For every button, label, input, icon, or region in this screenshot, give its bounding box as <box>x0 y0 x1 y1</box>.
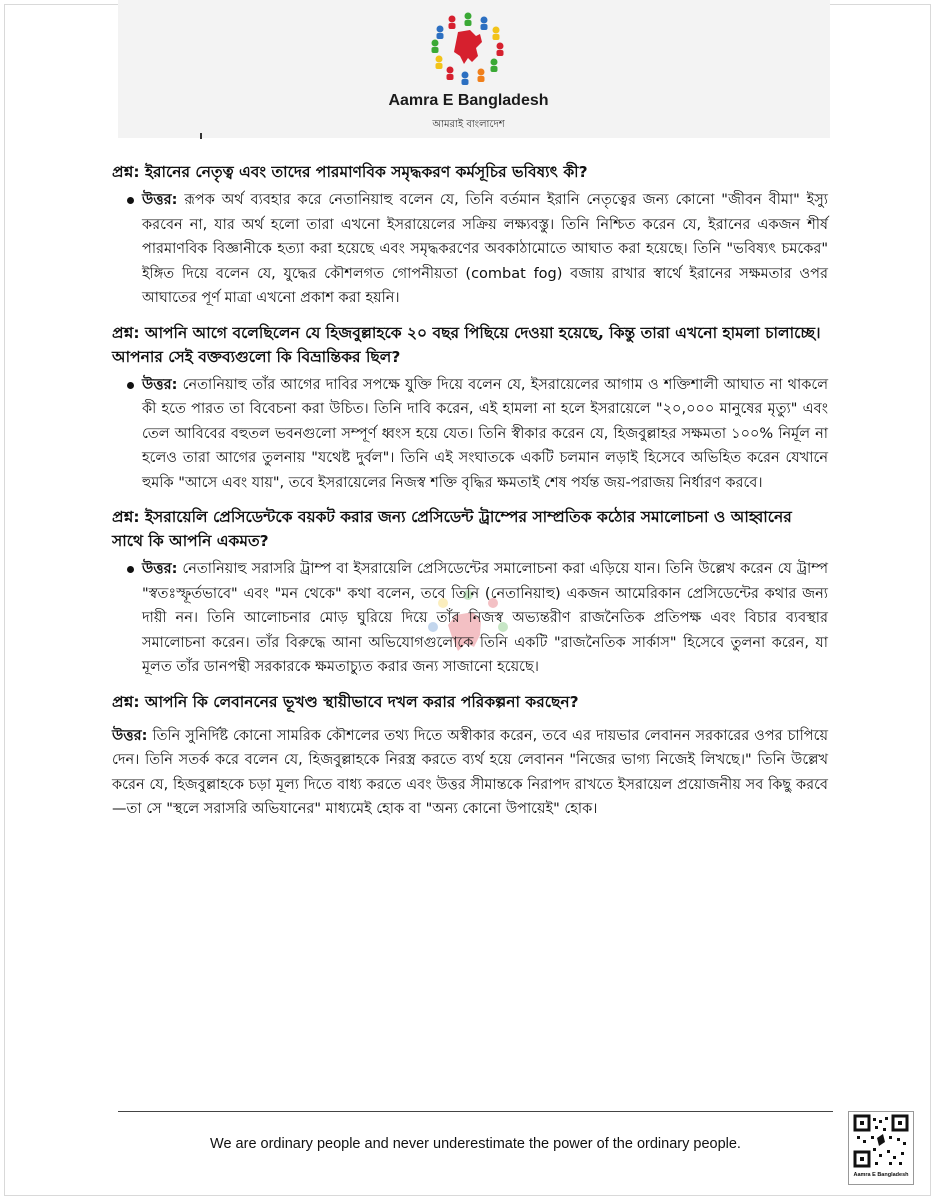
bullet-icon <box>127 566 134 573</box>
answer-list <box>112 188 828 311</box>
answer-list <box>112 373 828 496</box>
footer-tagline: We are ordinary people and never underestimate the power of the ordinary people. <box>210 1136 741 1152</box>
question-text: ইরানের নেতৃত্ব এবং তাদের পারমাণবিক সমৃদ্ধকরণ কর্মসূচির ভবিষ্যৎ কী? <box>144 163 588 181</box>
answer-item <box>142 557 828 680</box>
answer-text: রূপক অর্থ ব্যবহার করে নেতানিয়াহু বলেন যে, তিনি বর্তমান ইরানি নেতৃত্বের জন্য কোনো "জীবন বীমা" ইস্যু করবেন না, যার অর্থ হলো তারা এখনো ইসরায়েলের সক্রিয় লক্ষ্যবস্তু। তিনি নিশ্চিত করেন যে, ইরানের একজন শীর্ষ পারমাণবিক বিজ্ঞানীকে হত্যা করা হয়েছে এবং সমৃদ্ধকরণের অবকাঠামোতে আঘাত করা হয়েছে। তিনি "ভবিষ্যৎ চমকের" ইঙ্গিত দিয়ে বলেন যে, যুদ্ধের কৌশলগত গোপনীয়তা (combat fog) বজায় রাখার স্বার্থে ইরানের সক্ষমতার ওপর আঘাতের পূর্ণ মাত্রা এখনো প্রকাশ করা হয়নি। <box>142 192 829 306</box>
question <box>112 505 828 553</box>
org-name: Aamra E Bangladesh <box>388 92 549 109</box>
bullet-icon <box>127 197 134 204</box>
answer-label: উত্তর: <box>142 376 178 393</box>
bullet-icon <box>127 382 134 389</box>
answer-text: তিনি সুনির্দিষ্ট কোনো সামরিক কৌশলের তথ্য দিতে অস্বীকার করেন, তবে এর দায়ভার লেবানন সরকারের ওপর চাপিয়ে দেন। তিনি সতর্ক করে বলেন যে, হিজবুল্লাহকে নিরস্ত্র করতে ব্যর্থ হয়ে লেবানন "নিজের ভাগ্য নিজেই লিখছে।" তিনি উল্লেখ করেন যে, হিজবুল্লাহকে চড়া মূল্য দিতে বাধ্য করতে এবং উত্তর সীমান্তকে নিরাপদ রাখতে ইসরায়েল প্রয়োজনীয় সব কিছু করবে—তা সে "স্থলে সরাসরি অভিযানের" মাধ্যমেই হোক বা "অন্য কোনো উপায়েই" হোক। <box>112 727 829 817</box>
answer-text: নেতানিয়াহু সরাসরি ট্রাম্প বা ইসরায়েলি প্রেসিডেন্টের সমালোচনা করা এড়িয়ে যান। তিনি উল্লেখ করেন যে ট্রাম্প "স্বতঃস্ফূর্তভাবে" এবং "মন থেকে" কথা বলেন, তবে তিনি (নেতানিয়াহু) একজন আমেরিকান প্রেসিডেন্টের কথার জন্য দায়ী নন। তিনি আলোচনার মোড় ঘুরিয়ে দিয়ে তাঁর নিজস্ব অভ্যন্তরীণ রাজনৈতিক প্রতিপক্ষ এবং বিচার ব্যবস্থার সমালোচনা করেন। তাঁর বিরুদ্ধে আনা অভিযোগগুলোকে তিনি একটি "রাজনৈতিক সার্কাস" হিসেবে তুলনা করেন, যা মূলত তাঁর ডানপন্থী সরকারকে ক্ষমতাচ্যুত করার জন্য সাজানো হয়েছে। <box>142 561 828 675</box>
answer-label: উত্তর: <box>142 192 178 208</box>
question-label: প্রশ্ন: <box>112 508 140 526</box>
question <box>112 160 828 184</box>
question-label: প্রশ্ন: <box>112 323 140 342</box>
question-text: আপনি কি লেবাননের ভূখণ্ড স্থায়ীভাবে দখল করার পরিকল্পনা করছেন? <box>144 692 579 711</box>
bangladesh-map-shape <box>454 30 482 64</box>
qa-section-hezbollah <box>112 321 828 496</box>
question <box>112 690 828 714</box>
answer-text: নেতানিয়াহু তাঁর আগের দাবির সপক্ষে যুক্তি দিয়ে বলেন যে, ইসরায়েলের আগাম ও শক্তিশালী আঘাত না থাকলে কী হতে পারত তা বিবেচনা করা উচিত। তিনি দাবি করেন, এই হামলা না হলে ইসরায়েলে "২০,০০০ মানুষের মৃত্যু" এবং তেল আবিবের বহুতল ভবনগুলো সম্পূর্ণ ধ্বংস হয়ে যেত। তিনি স্বীকার করেন যে, হিজবুল্লাহর সক্ষমতা ১০০% নির্মূল না হলেও তারা আগের তুলনায় "যথেষ্ট দুর্বল"। তিনি এই সংঘাতকে একটি চলমান লড়াই হিসেবে অভিহিত করেন যেখানে হুমকি "আসে এবং যায়", তবে ইসরায়েলের নিজস্ব শক্তি বৃদ্ধির ক্ষমতাই শেষ পর্যন্ত জয়-পরাজয় নির্ধারণ করবে। <box>142 376 829 491</box>
question-label: প্রশ্ন: <box>112 163 140 181</box>
qa-section-lebanon <box>112 690 828 822</box>
stray-mark <box>200 133 202 139</box>
question-label: প্রশ্ন: <box>112 692 140 711</box>
qa-section-trump <box>112 505 828 680</box>
qr-code-icon <box>849 1112 913 1170</box>
footer-divider <box>118 1111 833 1112</box>
question-text: ইসরায়েলি প্রেসিডেন্টকে বয়কট করার জন্য প্রেসিডেন্ট ট্রাম্পের সাম্প্রতিক কঠোর সমালোচনা ও আহ্বানের সাথে কি আপনি একমত? <box>112 508 792 550</box>
answer-item <box>142 373 828 496</box>
answer-label: উত্তর: <box>112 727 148 744</box>
qr-label: Aamra E Bangladesh <box>853 1172 909 1178</box>
qa-section-iran <box>112 160 828 311</box>
answer-paragraph <box>112 724 828 822</box>
qr-code-box <box>848 1111 914 1185</box>
answer-item <box>142 188 828 311</box>
question-text: আপনি আগে বলেছিলেন যে হিজবুল্লাহকে ২০ বছর পিছিয়ে দেওয়া হয়েছে, কিন্তু তারা এখনো হামলা চালাচ্ছে। আপনার সেই বক্তব্যগুলো কি বিভ্রান্তিকর ছিল? <box>112 323 821 366</box>
qa-content <box>112 150 828 822</box>
question <box>112 321 828 369</box>
answer-label: উত্তর: <box>142 561 178 577</box>
org-name-bangla: আমরাই বাংলাদেশ <box>432 119 505 130</box>
aamra-e-bangladesh-logo-icon <box>418 10 518 90</box>
answer-list <box>112 557 828 680</box>
